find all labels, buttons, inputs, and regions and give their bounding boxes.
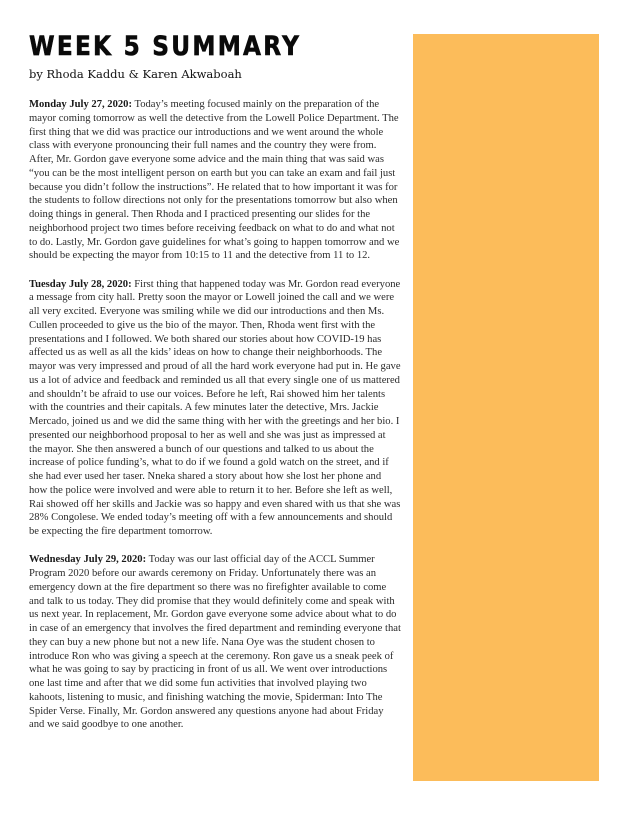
entry-monday [29,98,401,263]
entry-wednesday [29,553,401,732]
entry-date: Wednesday July 29, 2020: [29,554,147,566]
entry-text: Today’s meeting focused mainly on the preparation of the mayor coming tomorrow as well the detective from the Lowell Police Department. The first thing that we did was practice our introductions and we went around the whole class with everyone pronouncing their full names and the country they were from. After, Mr. Gordon gave everyone some advice and the main thing that was said was “you can be the most intelligent person on earth but you can take an exam and fail just because you didn’t follow the instructions”. He related that to how important it was for the students to follow directions not only for the presentations tomorrow but also when doing things in general. Then Rhoda and I practiced presenting our slides for the neighborhood project two times before receiving feedback on what to do and what not to do. Lastly, Mr. Gordon gave guidelines for what’s going to happen tomorrow and we should be expecting the mayor from 10:15 to 11 and the detective from 11 to 12. [29,99,400,262]
page-title: WEEK 5 SUMMARY [29,31,302,62]
entry-tuesday [29,278,401,539]
entry-text: Today was our last official day of the ACCL Summer Program 2020 before our awards ceremony on Friday. Unfortunately there was an emergency down at the fire department so there was no firefighter available to come and talk to us today. They did promise that they would definitely come and speak with us next year. In replacement, Mr. Gordon gave everyone some advice about what to do in case of an emergency that involves the fired department and reminding everyone that they can buy a new phone but not a new life. Nana Oye was the student chosen to introduce Ron who was giving a speech at the ceremony. Ron gave us a sneak peek of what he was going to say by practicing in front of us all. We went over introductions one last time and after that we did some fun activities that involved playing two kahoots, listening to music, and finishing watching the movie, Spiderman: Into The Spider Verse. Finally, Mr. Gordon answered any questions anyone had about Friday and we said goodbye to one another. [29,554,401,731]
accent-sidebar [413,34,599,781]
entry-text: First thing that happened today was Mr. Gordon read everyone a message from city hall. Pretty soon the mayor or Lowell joined the call and we were all very excited. Everyone was smiling while we did our introductions and then Ms. Cullen proceeded to give us the bio of the mayor. Then, Rhoda went first with the presentations and I followed. We both shared our stories about how COVID-19 has affected us as well as all the kids’ ideas on how to change their neighborhoods. The mayor was very impressed and proud of all the hard work everyone had put in. He gave us a lot of advice and feedback and reminded us all that every single one of us mattered and shouldn’t be afraid to use our voices. Before he left, Rai showed him her talents with the countries and their capitals. A few minutes later the detective, Mrs. Jackie Mercado, joined us and we did the same thing with her with the greetings and her bio. I presented our neighborhood proposal to her as well and she was just as impressed at the mayor. She then answered a bunch of our questions and talked to us about the increase of police funding’s, what to do if we found a gold watch on the street, and if she had ever used her taser. Nneka shared a story about how she lost her phone and how the police were involved and were able to return it to her. Before she left as well, Rai showed off her skills and Jackie was so happy and even shared with us that she was 28% Congolese. We ended today’s meeting off with a few announcements and should be expecting the fire department tomorrow. [29,278,401,537]
entry-date: Monday July 27, 2020: [29,99,133,110]
byline: by Rhoda Kaddu & Karen Akwaboah [29,67,242,81]
entry-date: Tuesday July 28, 2020: [29,278,132,290]
summary-body [29,98,401,747]
